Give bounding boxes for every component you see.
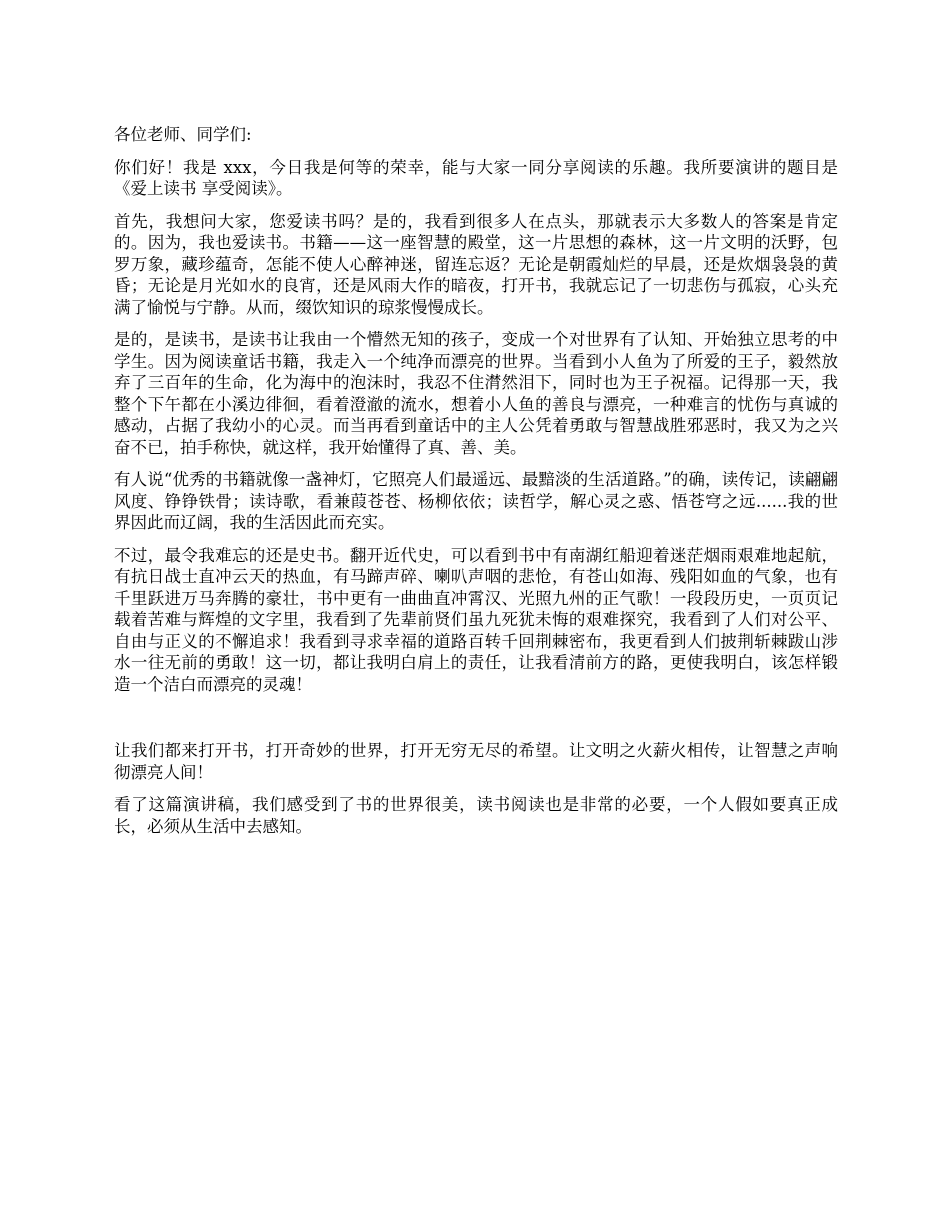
blank-gap [114, 706, 838, 740]
paragraph-history: 不过，最令我难忘的还是史书。翻开近代史，可以看到书中有南湖红船迎着迷茫烟雨艰难地起航，有抗日战士直冲云天的热血，有马蹄声碎、喇叭声咽的悲怆，有苍山如海、残阳如血的气象，也有千里跃进万马奔腾的豪壮，书中更有一曲曲直冲霄汉、光照九州的正气歌！一段段历史，一页页记载着苦难与辉煌的文字里，我看到了先辈前贤们虽九死犹未悔的艰难探究，我看到了人们对公平、自由与正义的不懈追求！我看到寻求幸福的道路百转千回荆棘密布，我更看到人们披荆斩棘跋山涉水一往无前的勇敢！这一切，都让我明白肩上的责任，让我看清前方的路，更使我明白，该怎样锻造一个洁白而漂亮的灵魂！ [114, 545, 838, 694]
paragraph-call-to-action: 让我们都来打开书，打开奇妙的世界，打开无穷无尽的希望。让文明之火薪火相传，让智慧之声响彻漂亮人间！ [114, 741, 838, 782]
paragraph-quote: 有人说“优秀的书籍就像一盏神灯，它照亮人们最遥远、最黯淡的生活道路。”的确，读传记，读翩翩风度、铮铮铁骨；读诗歌，看兼葭苍苍、杨柳依依；读哲学，解心灵之惑、悟苍穹之远......我的世界因此而辽阔，我的生活因此而充实。 [114, 470, 838, 532]
speech-body [114, 124, 838, 848]
paragraph-love-reading: 首先，我想问大家，您爱读书吗？是的，我看到很多人在点头，那就表示大多数人的答案是肯定的。因为，我也爱读书。书籍——这一座智慧的殿堂，这一片思想的森林，这一片文明的沃野，包罗万象，藏珍蕴奇，怎能不使人心醉神迷，留连忘返？无论是朝霞灿烂的早晨，还是炊烟袅袅的黄昏；无论是月光如水的良宵，还是风雨大作的暗夜，打开书，我就忘记了一切悲伤与孤寂，心头充满了愉悦与宁静。从而，缀饮知识的琼浆慢慢成长。 [114, 211, 838, 317]
paragraph-intro: 你们好！我是 xxx，今日我是何等的荣幸，能与大家一同分享阅读的乐趣。我所要演讲的题目是《爱上读书 享受阅读》。 [114, 157, 838, 198]
paragraph-fairy-tales: 是的，是读书，是读书让我由一个懵然无知的孩子，变成一个对世界有了认知、开始独立思考的中学生。因为阅读童话书籍，我走入一个纯净而漂亮的世界。当看到小人鱼为了所爱的王子，毅然放弃了三百年的生命，化为海中的泡沫时，我忍不住潸然泪下，同时也为王子祝福。记得那一天，我整个下午都在小溪边徘徊，看着澄澈的流水，想着小人鱼的善良与漂亮，一种难言的忧伤与真诚的感动，占据了我幼小的心灵。而当再看到童话中的主人公凭着勇敢与智慧战胜邪恶时，我又为之兴奋不已，拍手称快，就这样，我开始懂得了真、善、美。 [114, 330, 838, 457]
paragraph-conclusion: 看了这篇演讲稿，我们感受到了书的世界很美，读书阅读也是非常的必要，一个人假如要真正成长，必须从生活中去感知。 [114, 795, 838, 836]
greeting: 各位老师、同学们: [114, 125, 252, 144]
